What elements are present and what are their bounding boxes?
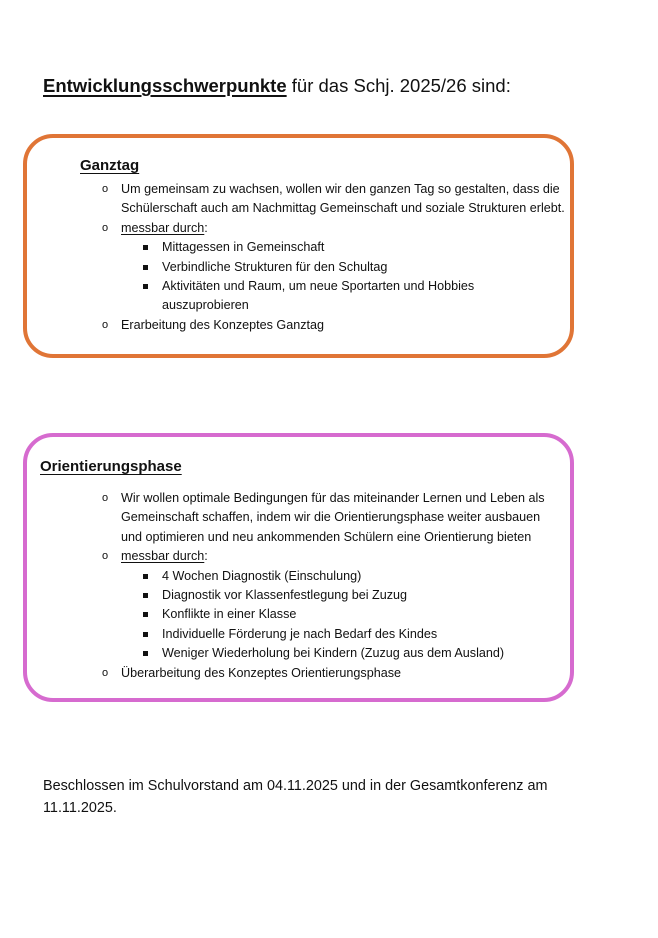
sub-list-item xyxy=(102,625,552,644)
circle-bullet-icon: o xyxy=(102,318,109,331)
orientierung-title: Orientierungsphase xyxy=(40,458,182,475)
circle-bullet-icon: o xyxy=(102,221,109,234)
measure-text: Individuelle Förderung je nach Bedarf des Kindes xyxy=(162,626,438,641)
circle-bullet-icon: o xyxy=(102,666,109,679)
square-bullet-icon xyxy=(143,284,148,289)
page-heading xyxy=(43,75,511,97)
measurable-colon: : xyxy=(204,549,208,564)
square-bullet-icon xyxy=(143,593,148,598)
list-item xyxy=(102,316,572,335)
orientierung-action: Überarbeitung des Konzeptes Orientierungsphase xyxy=(121,665,402,680)
list-item xyxy=(102,180,572,219)
list-item xyxy=(102,547,552,566)
ganztag-list xyxy=(102,180,572,335)
sub-list-item xyxy=(102,258,572,277)
square-bullet-icon xyxy=(143,612,148,617)
square-bullet-icon xyxy=(143,632,148,637)
square-bullet-icon xyxy=(143,245,148,250)
measure-text: Mittagessen in Gemeinschaft xyxy=(162,240,325,255)
resolution-note: Beschlossen im Schulvorstand am 04.11.2025 und in der Gesamtkonferenz am 11.11.2025. xyxy=(43,778,548,816)
sub-list-item xyxy=(102,277,572,316)
measurable-colon: : xyxy=(204,220,208,235)
orientierung-goal: Wir wollen optimale Bedingungen für das miteinander Lernen und Leben als Gemeinschaft schaffen, indem wir die Orientierungsphase weiter ausbauen und optimieren und neu ankommenden Schülern eine Orientierung bieten xyxy=(121,491,545,544)
square-bullet-icon xyxy=(143,265,148,270)
sub-list-item xyxy=(102,586,552,605)
measure-text: Konflikte in einer Klasse xyxy=(162,607,297,622)
heading-rest: für das Schj. 2025/26 sind: xyxy=(286,75,511,96)
measure-text: 4 Wochen Diagnostik (Einschulung) xyxy=(162,568,362,583)
list-item xyxy=(102,489,552,547)
circle-bullet-icon: o xyxy=(102,550,109,563)
sub-list-item xyxy=(102,605,552,624)
heading-keyword: Entwicklungsschwerpunkte xyxy=(43,75,287,96)
ganztag-action: Erarbeitung des Konzeptes Ganztag xyxy=(121,317,325,332)
measurable-label: messbar durch xyxy=(121,220,205,235)
list-item xyxy=(102,664,552,683)
list-item xyxy=(102,219,572,238)
sub-list-item xyxy=(102,567,552,586)
sub-list-item xyxy=(102,238,572,257)
ganztag-title: Ganztag xyxy=(80,157,140,174)
circle-bullet-icon: o xyxy=(102,492,109,504)
square-bullet-icon xyxy=(143,574,148,579)
sub-list-item xyxy=(102,644,552,663)
circle-bullet-icon: o xyxy=(102,183,109,195)
measure-text: Aktivitäten und Raum, um neue Sportarten und Hobbies auszuprobieren xyxy=(162,279,475,313)
orientierung-list xyxy=(102,489,552,683)
measurable-label: messbar durch xyxy=(121,549,205,564)
measure-text: Weniger Wiederholung bei Kindern (Zuzug aus dem Ausland) xyxy=(162,646,505,661)
measure-text: Verbindliche Strukturen für den Schultag xyxy=(162,259,388,274)
square-bullet-icon xyxy=(143,651,148,656)
measure-text: Diagnostik vor Klassenfestlegung bei Zuzug xyxy=(162,588,408,603)
ganztag-goal: Um gemeinsam zu wachsen, wollen wir den ganzen Tag so gestalten, dass die Schülerschaft auch am Nachmittag Gemeinschaft und soziale Strukturen erlebt. xyxy=(121,182,565,216)
